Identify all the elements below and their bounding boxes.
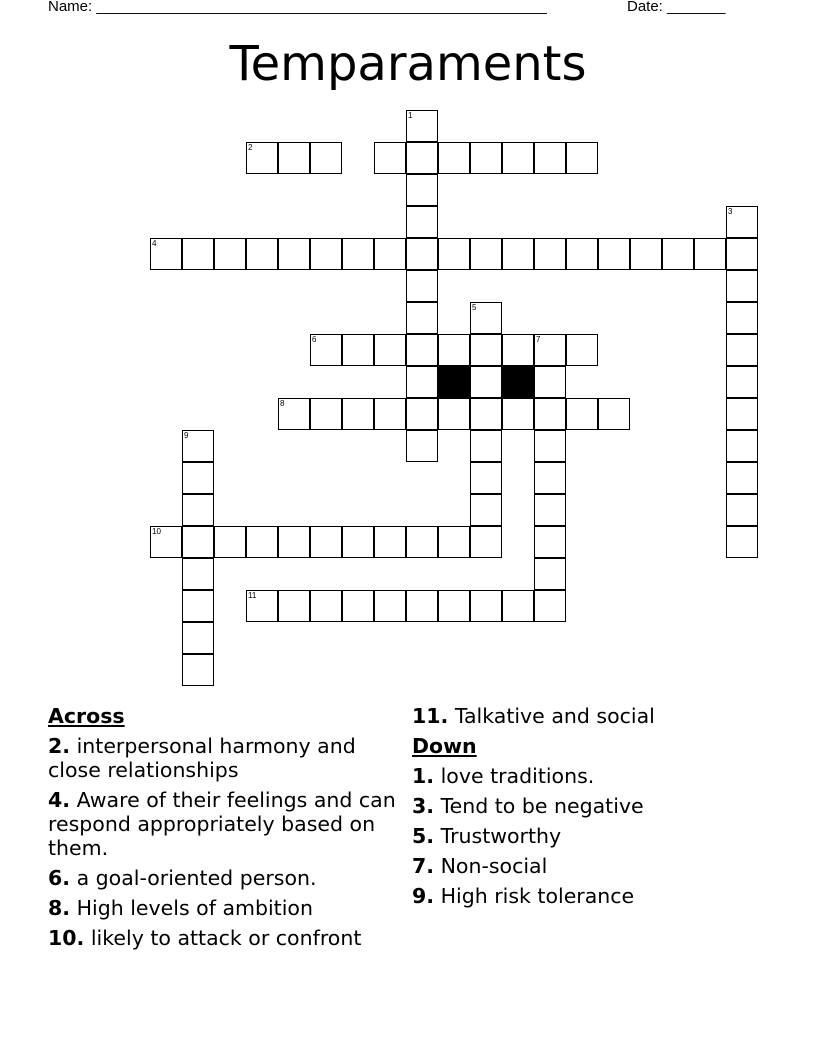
answer-cell[interactable] xyxy=(566,398,598,430)
clue-text: Talkative and social xyxy=(454,704,655,728)
clue-down-1 xyxy=(412,764,802,788)
clue-number-label: 11 xyxy=(248,591,257,600)
answer-cell[interactable] xyxy=(278,526,310,558)
answer-cell[interactable] xyxy=(726,238,758,270)
answer-cell[interactable] xyxy=(182,494,214,526)
clue-number-label: 8 xyxy=(280,399,285,408)
answer-cell[interactable] xyxy=(374,398,406,430)
answer-cell[interactable] xyxy=(726,302,758,334)
answer-cell[interactable] xyxy=(502,590,534,622)
answer-cell[interactable] xyxy=(726,430,758,462)
blocked-cell xyxy=(502,366,534,398)
answer-cell[interactable] xyxy=(566,334,598,366)
clue-number: 11. xyxy=(412,704,449,728)
clue-down-3 xyxy=(412,794,802,818)
clue-number-label: 2 xyxy=(248,143,253,152)
answer-cell[interactable] xyxy=(406,302,438,334)
clue-text: High levels of ambition xyxy=(76,896,313,920)
answer-cell[interactable] xyxy=(406,206,438,238)
answer-cell[interactable] xyxy=(246,526,278,558)
answer-cell[interactable] xyxy=(406,398,438,430)
answer-cell[interactable] xyxy=(534,398,566,430)
clue-number: 5. xyxy=(412,824,435,848)
answer-cell[interactable] xyxy=(246,590,278,622)
answer-cell[interactable] xyxy=(534,334,566,366)
name-field[interactable]: Name: ______________________________________________________ xyxy=(48,0,547,15)
answer-cell[interactable] xyxy=(150,238,182,270)
answer-cell[interactable] xyxy=(726,206,758,238)
answer-cell[interactable] xyxy=(726,366,758,398)
clue-number: 2. xyxy=(48,734,71,758)
answer-cell[interactable] xyxy=(438,526,470,558)
answer-cell[interactable] xyxy=(310,526,342,558)
clue-number-label: 10 xyxy=(152,527,161,536)
answer-cell[interactable] xyxy=(150,526,182,558)
answer-cell[interactable] xyxy=(534,590,566,622)
answer-cell[interactable] xyxy=(406,526,438,558)
answer-cell[interactable] xyxy=(726,334,758,366)
answer-cell[interactable] xyxy=(182,430,214,462)
answer-cell[interactable] xyxy=(342,238,374,270)
answer-cell[interactable] xyxy=(214,238,246,270)
answer-cell[interactable] xyxy=(470,142,502,174)
answer-cell[interactable] xyxy=(566,142,598,174)
answer-cell[interactable] xyxy=(534,430,566,462)
answer-cell[interactable] xyxy=(534,238,566,270)
answer-cell[interactable] xyxy=(726,526,758,558)
clue-number: 8. xyxy=(48,896,71,920)
clue-down-5 xyxy=(412,824,802,848)
answer-cell[interactable] xyxy=(534,526,566,558)
answer-cell[interactable] xyxy=(342,590,374,622)
answer-cell[interactable] xyxy=(182,590,214,622)
answer-cell[interactable] xyxy=(182,526,214,558)
answer-cell[interactable] xyxy=(406,110,438,142)
answer-cell[interactable] xyxy=(406,334,438,366)
answer-cell[interactable] xyxy=(470,462,502,494)
clue-text: interpersonal harmony and close relationships xyxy=(48,734,356,782)
answer-cell[interactable] xyxy=(342,398,374,430)
answer-cell[interactable] xyxy=(502,238,534,270)
answer-cell[interactable] xyxy=(726,462,758,494)
answer-cell[interactable] xyxy=(470,334,502,366)
clue-number: 1. xyxy=(412,764,435,788)
answer-cell[interactable] xyxy=(726,494,758,526)
clue-number-label: 7 xyxy=(536,335,541,344)
answer-cell[interactable] xyxy=(310,590,342,622)
answer-cell[interactable] xyxy=(182,622,214,654)
clue-number-label: 3 xyxy=(728,207,733,216)
clue-down-7 xyxy=(412,854,802,878)
answer-cell[interactable] xyxy=(438,590,470,622)
clue-number: 10. xyxy=(48,926,85,950)
answer-cell[interactable] xyxy=(310,238,342,270)
clue-number: 3. xyxy=(412,794,435,818)
clue-number: 4. xyxy=(48,788,71,812)
answer-cell[interactable] xyxy=(470,302,502,334)
answer-cell[interactable] xyxy=(342,526,374,558)
clue-across-2 xyxy=(48,734,398,782)
answer-cell[interactable] xyxy=(534,558,566,590)
answer-cell[interactable] xyxy=(470,366,502,398)
answer-cell[interactable] xyxy=(374,526,406,558)
clue-across-10 xyxy=(48,926,398,950)
clue-text: a goal-oriented person. xyxy=(76,866,317,890)
answer-cell[interactable] xyxy=(630,238,662,270)
clue-number-label: 9 xyxy=(184,431,189,440)
blocked-cell xyxy=(438,366,470,398)
answer-cell[interactable] xyxy=(534,494,566,526)
answer-cell[interactable] xyxy=(438,238,470,270)
answer-cell[interactable] xyxy=(534,462,566,494)
answer-cell[interactable] xyxy=(598,398,630,430)
clue-across-4 xyxy=(48,788,398,860)
answer-cell[interactable] xyxy=(534,142,566,174)
clue-text: likely to attack or confront xyxy=(90,926,362,950)
down-heading: Down xyxy=(412,734,477,758)
answer-cell[interactable] xyxy=(470,590,502,622)
clue-text: High risk tolerance xyxy=(440,884,635,908)
answer-cell[interactable] xyxy=(470,398,502,430)
answer-cell[interactable] xyxy=(278,142,310,174)
answer-cell[interactable] xyxy=(406,590,438,622)
answer-cell[interactable] xyxy=(566,238,598,270)
answer-cell[interactable] xyxy=(406,238,438,270)
clue-text: Tend to be negative xyxy=(440,794,644,818)
answer-cell[interactable] xyxy=(502,334,534,366)
answer-cell[interactable] xyxy=(310,398,342,430)
answer-cell[interactable] xyxy=(310,142,342,174)
answer-cell[interactable] xyxy=(726,398,758,430)
clue-number: 9. xyxy=(412,884,435,908)
clue-number-label: 1 xyxy=(408,111,413,120)
across-heading: Across xyxy=(48,704,125,728)
answer-cell[interactable] xyxy=(662,238,694,270)
answer-cell[interactable] xyxy=(342,334,374,366)
answer-cell[interactable] xyxy=(182,238,214,270)
answer-cell[interactable] xyxy=(406,174,438,206)
answer-cell[interactable] xyxy=(694,238,726,270)
answer-cell[interactable] xyxy=(374,590,406,622)
answer-cell[interactable] xyxy=(246,142,278,174)
answer-cell[interactable] xyxy=(470,526,502,558)
answer-cell[interactable] xyxy=(406,270,438,302)
clues-left-column xyxy=(48,704,398,956)
clues-right-column xyxy=(412,704,802,914)
answer-cell[interactable] xyxy=(278,590,310,622)
answer-cell[interactable] xyxy=(374,142,406,174)
answer-cell[interactable] xyxy=(182,462,214,494)
clue-down-9 xyxy=(412,884,802,908)
clue-text: Non-social xyxy=(440,854,548,878)
puzzle-title: Temparaments xyxy=(229,36,587,92)
answer-cell[interactable] xyxy=(406,366,438,398)
clue-number: 6. xyxy=(48,866,71,890)
answer-cell[interactable] xyxy=(214,526,246,558)
clue-number-label: 6 xyxy=(312,335,317,344)
answer-cell[interactable] xyxy=(310,334,342,366)
answer-cell[interactable] xyxy=(726,270,758,302)
answer-cell[interactable] xyxy=(534,366,566,398)
answer-cell[interactable] xyxy=(278,238,310,270)
answer-cell[interactable] xyxy=(406,142,438,174)
answer-cell[interactable] xyxy=(438,334,470,366)
clue-number-label: 4 xyxy=(152,239,157,248)
clue-text: Trustworthy xyxy=(440,824,562,848)
answer-cell[interactable] xyxy=(470,430,502,462)
clue-across-11 xyxy=(412,704,802,728)
answer-cell[interactable] xyxy=(182,654,214,686)
clue-text: love traditions. xyxy=(440,764,595,788)
date-field[interactable]: Date: _______ xyxy=(627,0,726,15)
answer-cell[interactable] xyxy=(374,334,406,366)
answer-cell[interactable] xyxy=(278,398,310,430)
answer-cell[interactable] xyxy=(182,558,214,590)
answer-cell[interactable] xyxy=(406,430,438,462)
answer-cell[interactable] xyxy=(470,494,502,526)
answer-cell[interactable] xyxy=(598,238,630,270)
answer-cell[interactable] xyxy=(438,398,470,430)
clue-number: 7. xyxy=(412,854,435,878)
answer-cell[interactable] xyxy=(502,142,534,174)
clue-across-6 xyxy=(48,866,398,890)
answer-cell[interactable] xyxy=(470,238,502,270)
answer-cell[interactable] xyxy=(374,238,406,270)
answer-cell[interactable] xyxy=(502,398,534,430)
clue-across-8 xyxy=(48,896,398,920)
clue-number-label: 5 xyxy=(472,303,477,312)
answer-cell[interactable] xyxy=(438,142,470,174)
answer-cell[interactable] xyxy=(246,238,278,270)
clue-text: Aware of their feelings and can respond appropriately based on them. xyxy=(48,788,396,860)
